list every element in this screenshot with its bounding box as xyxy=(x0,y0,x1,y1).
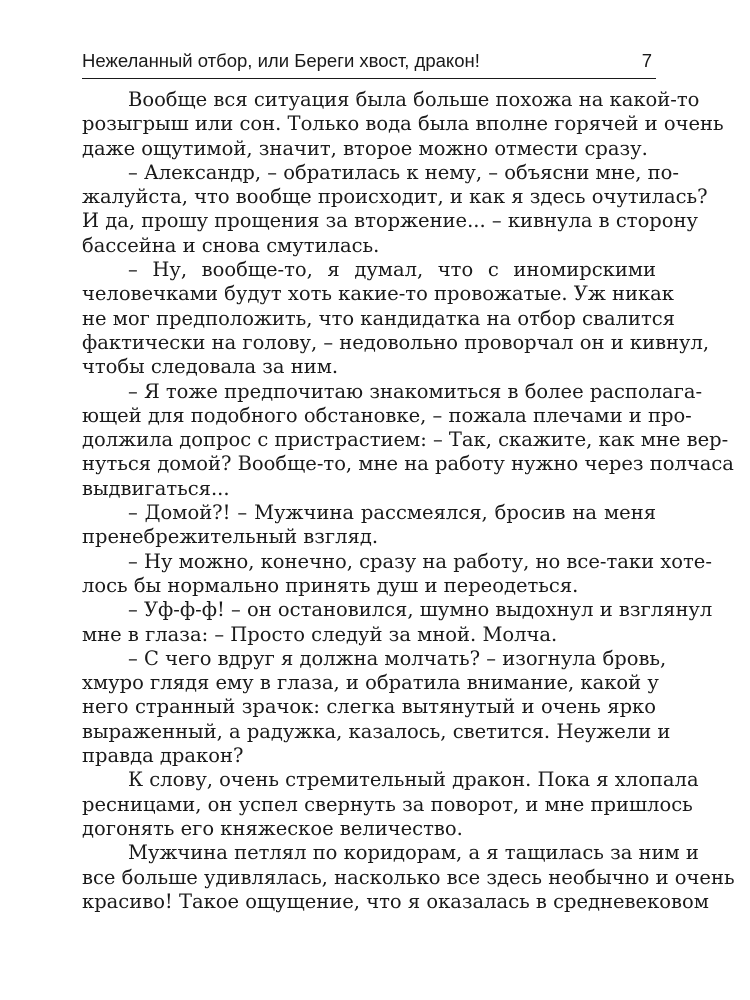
paragraph xyxy=(82,841,735,914)
paragraph xyxy=(82,379,734,501)
paragraph xyxy=(82,258,710,379)
text-line: него странный зрачок: слегка вытянутый и очень ярко xyxy=(82,695,656,719)
text-line: красиво! Такое ощущение, что я оказалась в средневековом xyxy=(82,889,709,913)
text-line: даже ощутимой, значит, второе можно отмести сразу. xyxy=(82,136,648,160)
text-line: – Ну, вообще-то, я думал, что с иномирскими xyxy=(128,258,656,282)
text-line: мне в глаза: – Просто следуй за мной. Молча. xyxy=(82,622,558,646)
text-line: пренебрежительный взгляд. xyxy=(82,525,379,549)
text-line: человечками будут хоть какие-то провожатые. Уж никак xyxy=(82,282,674,306)
text-line: должила допрос с пристрастием: – Так, скажите, как мне вер- xyxy=(82,428,729,452)
paragraph xyxy=(82,549,712,599)
page-number: 7 xyxy=(641,50,652,71)
text-line: не мог предположить, что кандидатка на отбор свалится xyxy=(82,306,675,330)
text-line: – Уф-ф-ф! – он остановился, шумно выдохнул и взглянул xyxy=(128,598,713,622)
text-line: И да, прошу прощения за вторжение... – кивнула в сторону xyxy=(82,209,699,233)
paragraph xyxy=(82,501,656,550)
text-line: Мужчина петлял по коридорам, а я тащилась за ним и xyxy=(128,841,699,865)
text-line: – Александр, – обратилась к нему, – объясни мне, по- xyxy=(128,160,679,184)
text-line: ющей для подобного обстановке, – пожала плечами и про- xyxy=(82,403,692,427)
text-line: выдвигаться... xyxy=(82,476,230,500)
text-line: нуться домой? Вообще-то, мне на работу нужно через полчаса xyxy=(82,452,734,476)
text-line: все больше удивлялась, насколько все здесь необычно и очень xyxy=(82,865,735,889)
paragraph xyxy=(82,646,671,768)
text-line: ресницами, он успел свернуть за поворот, и мне пришлось xyxy=(82,792,693,816)
text-line: – Ну можно, конечно, сразу на работу, но все-таки хоте- xyxy=(128,549,712,573)
text-line: чтобы следовала за ним. xyxy=(82,355,339,379)
text-line: лось бы нормально принять душ и переодеться. xyxy=(82,573,579,597)
text-line: – Домой?! – Мужчина рассмеялся, бросив на меня xyxy=(128,501,656,525)
body-text xyxy=(82,88,735,914)
text-line: фактически на голову, – недовольно проворчал он и кивнул, xyxy=(82,330,710,354)
running-header xyxy=(82,44,656,79)
text-line: розыгрыш или сон. Только вода была вполне горячей и очень xyxy=(82,112,724,136)
paragraph xyxy=(82,768,699,841)
text-line: – Я тоже предпочитаю знакомиться в более располага- xyxy=(128,379,703,403)
paragraph xyxy=(82,160,708,258)
text-line: Вообще вся ситуация была больше похожа на какой-то xyxy=(128,88,700,111)
text-line: хмуро глядя ему в глаза, и обратила внимание, какой у xyxy=(82,671,659,695)
text-line: выраженный, а радужка, казалось, светится. Неужели и xyxy=(82,719,671,743)
text-line: жалуйста, что вообще происходит, и как я здесь очутилась? xyxy=(82,185,708,209)
text-line: бассейна и снова смутилась. xyxy=(82,233,380,257)
text-line: К слову, очень стремительный дракон. Пока я хлопала xyxy=(128,768,699,792)
paragraph xyxy=(82,598,713,647)
text-line: правда дракон? xyxy=(82,744,244,768)
text-line: догонять его княжеское величество. xyxy=(82,816,463,840)
running-header-title: Нежеланный отбор, или Береги хвост, дракон! xyxy=(82,50,480,71)
paragraph xyxy=(82,88,724,161)
text-line: – С чего вдруг я должна молчать? – изогнула бровь, xyxy=(128,646,667,670)
